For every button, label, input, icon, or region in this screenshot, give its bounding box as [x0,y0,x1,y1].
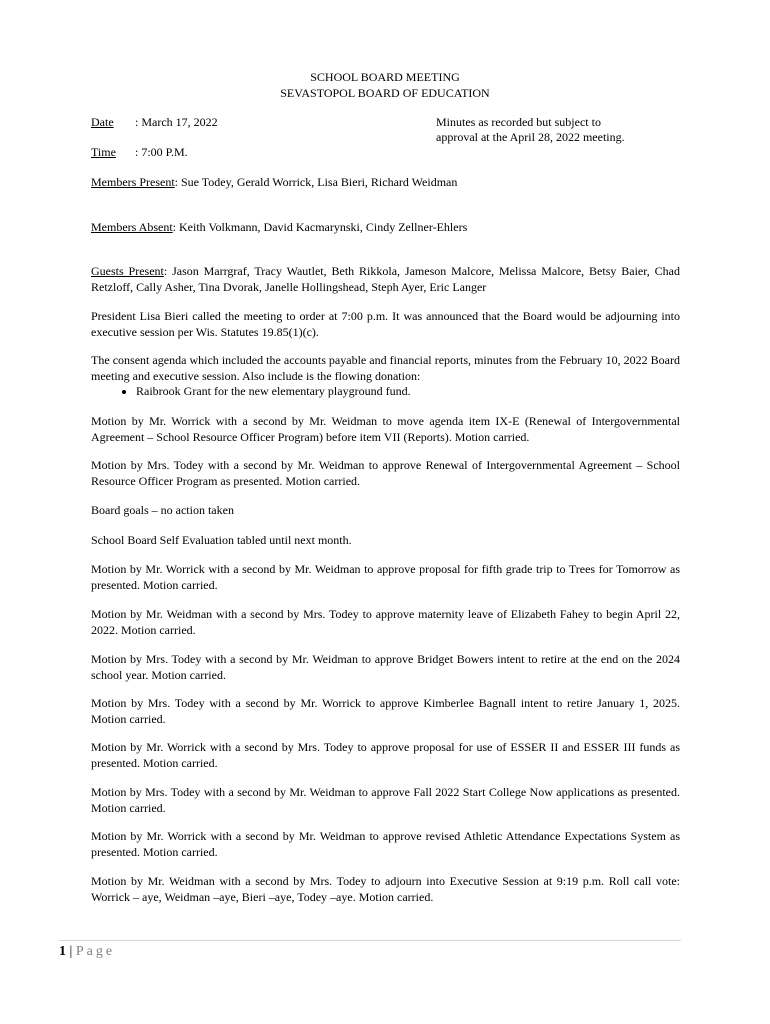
motion-paragraph: Motion by Mrs. Todey with a second by Mr. Weidman to approve Renewal of Intergovernmental Agreement – School Resource Officer Program as presented. Motion carried. [91,458,680,488]
members-absent [91,220,680,236]
approval-note-line1: Minutes as recorded but subject to [436,115,601,129]
members-absent-label: Members Absent [91,220,173,234]
time-label: Time [91,145,116,159]
page-number: 1 [59,944,66,959]
members-present-list: : Sue Todey, Gerald Worrick, Lisa Bieri, Richard Weidman [174,175,458,189]
guests-present-list: : Jason Marrgraf, Tracy Wautlet, Beth Rikkola, Jameson Malcore, Melissa Malcore, Betsy Baier, Chad Retzloff, Cally Asher, Tina Dvorak, Janelle Hollingshead, Steph Ayer, Eric Langer [91,264,680,294]
members-present [91,175,680,191]
motion-paragraph: Motion by Mr. Worrick with a second by Mr. Weidman to approve revised Athletic Attendance Expectations System as presented. Motion carried. [91,829,680,859]
self-evaluation-paragraph: School Board Self Evaluation tabled until next month. [91,533,352,547]
motion-paragraph: Motion by Mrs. Todey with a second by Mr. Weidman to approve Fall 2022 Start College Now applications as presented. Motion carried. [91,785,680,815]
motion-paragraph: Motion by Mrs. Todey with a second by Mr. Weidman to approve Bridget Bowers intent to retire at the end on the 2024 school year. Motion carried. [91,652,680,682]
consent-agenda-text: The consent agenda which included the accounts payable and financial reports, minutes from the February 10, 2022 Board meeting and executive session. Also include is the flowing donation: [91,353,680,383]
page-footer [59,943,115,961]
page-separator: | [66,944,76,959]
page-word: Page [75,944,116,959]
motion-paragraph: Motion by Mr. Worrick with a second by Mr. Weidman to move agenda item IX-E (Renewal of Intergovernmental Agreement – School Resource Officer Program) before item VII (Reports). Motion carried. [91,414,680,444]
board-goals-paragraph: Board goals – no action taken [91,503,234,517]
donation-list [91,384,680,400]
members-absent-list: : Keith Volkmann, David Kacmarynski, Cindy Zellner-Ehlers [172,220,468,234]
meeting-title: SCHOOL BOARD MEETING [310,70,460,84]
date-value: : March 17, 2022 [135,115,218,129]
time-row [91,145,116,160]
motion-paragraph: Motion by Mr. Weidman with a second by Mrs. Todey to approve maternity leave of Elizabeth Fahey to begin April 22, 2022. Motion carried. [91,607,680,637]
donation-item: • Raibrook Grant for the new elementary playground fund. [136,384,680,400]
board-name: SEVASTOPOL BOARD OF EDUCATION [280,86,490,100]
members-present-label: Members Present [91,175,175,189]
guests-present [91,264,680,295]
call-to-order-paragraph: President Lisa Bieri called the meeting to order at 7:00 p.m. It was announced that the Board would be adjourning into executive session per Wis. Statutes 19.85(1)(c). [91,309,680,339]
guests-present-label: Guests Present [91,264,164,278]
consent-agenda-paragraph [91,353,680,400]
adjourn-paragraph: Motion by Mr. Weidman with a second by Mrs. Todey to adjourn into Executive Session at 9:19 p.m. Roll call vote: Worrick – aye, Weidman –aye, Bieri –aye, Todey –aye. Motion carried. [91,874,680,904]
motion-paragraph: Motion by Mr. Worrick with a second by Mr. Weidman to approve proposal for fifth grade trip to Trees for Tomorrow as presented. Motion carried. [91,562,680,592]
approval-note-line2: approval at the April 28, 2022 meeting. [436,130,625,144]
motion-paragraph: Motion by Mr. Worrick with a second by Mrs. Todey to approve proposal for use of ESSER II and ESSER III funds as presented. Motion carried. [91,740,680,770]
time-value: : 7:00 P.M. [135,145,188,159]
date-label: Date [91,115,114,129]
motion-paragraph: Motion by Mrs. Todey with a second by Mr. Worrick to approve Kimberlee Bagnall intent to retire January 1, 2025. Motion carried. [91,696,680,726]
date-row [91,115,114,130]
footer-divider [59,940,681,941]
